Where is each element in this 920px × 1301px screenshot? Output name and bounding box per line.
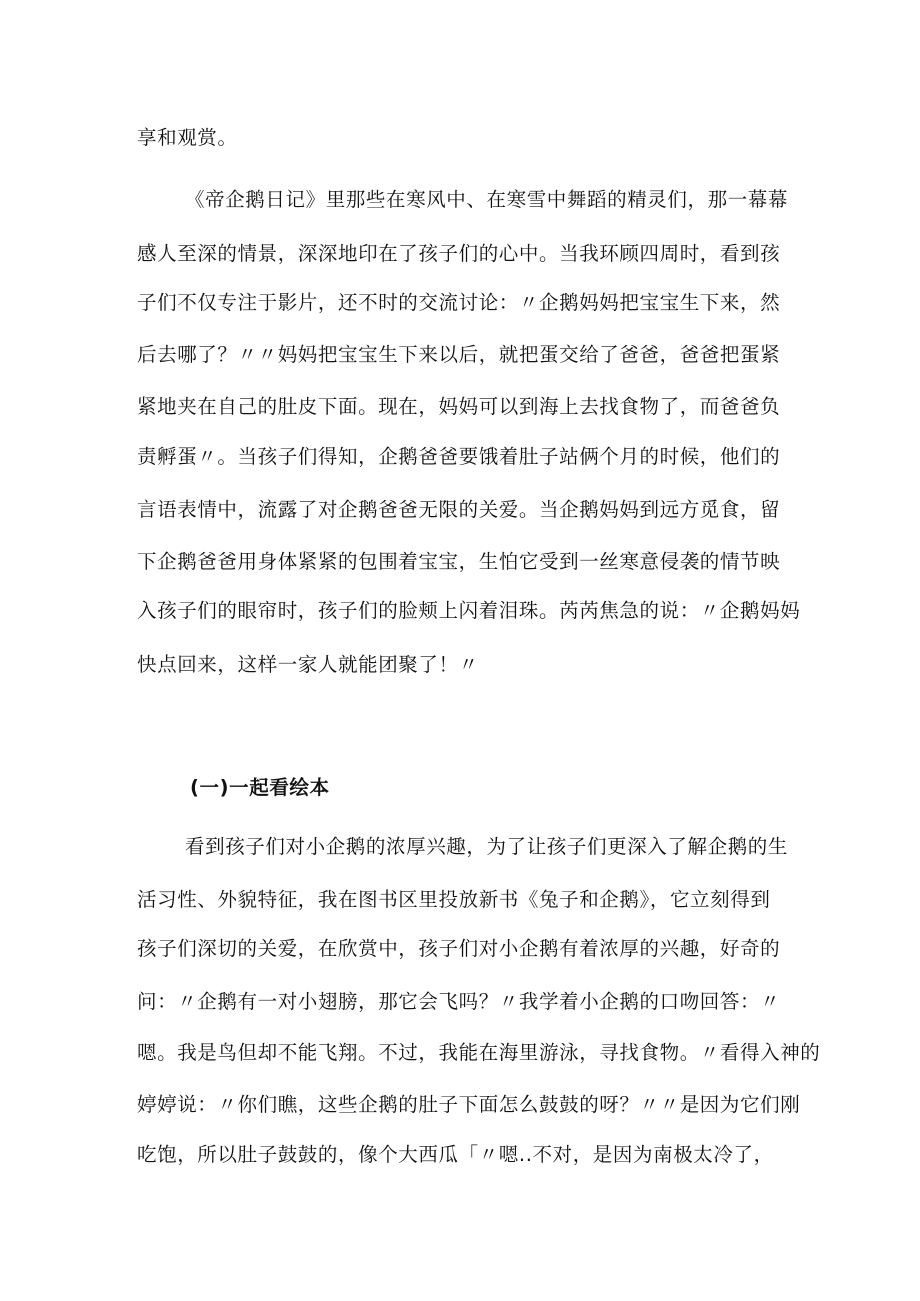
paragraph-3-line-2: 活习性、外貌特征，我在图书区里投放新书《兔子和企鹅》，它立刻得到 (137, 888, 771, 911)
paragraph-1-line-1: 享和观赏。 (137, 126, 238, 149)
paragraph-2-line-10: 快点回来，这样一家人就能团聚了！〃 (137, 653, 479, 676)
paragraph-2-line-9: 入孩子们的眼帘时，孩子们的脸颊上闪着泪珠。芮芮焦急的说：〃企鹅妈妈 (137, 599, 801, 622)
paragraph-2-line-1: 《帝企鹅日记》里那些在寒风中、在寒雪中舞蹈的精灵们，那一幕幕 (185, 188, 789, 211)
paragraph-3-line-6: 婷婷说：〃你们瞧，这些企鹅的肚子下面怎么鼓鼓的呀？〃〃是因为它们刚 (137, 1093, 801, 1116)
paragraph-3-line-1: 看到孩子们对小企鹅的浓厚兴趣，为了让孩子们更深入了解企鹅的生 (185, 835, 789, 858)
section-heading: (一)一起看绘本 (190, 776, 330, 799)
paragraph-3-line-4: 问：〃企鹅有一对小翅膀，那它会飞吗？〃我学着小企鹅的口吻回答：〃 (137, 990, 781, 1013)
paragraph-2-line-2: 感人至深的情景，深深地印在了孩子们的心中。当我环顾四周时，看到孩 (137, 242, 781, 265)
paragraph-2-line-8: 下企鹅爸爸用身体紧紧的包围着宝宝，生怕它受到一丝寒意侵袭的情节映 (137, 550, 781, 573)
paragraph-3-line-5: 嗯。我是鸟但却不能飞翔。不过，我能在海里游泳，寻找食物。〃看得入神的 (137, 1041, 821, 1064)
paragraph-3-line-3: 孩子们深切的关爱，在欣赏中，孩子们对小企鹅有着浓厚的兴趣，好奇的 (137, 937, 781, 960)
paragraph-2-line-3: 子们不仅专注于影片，还不时的交流讨论：〃企鹅妈妈把宝宝生下来，然 (137, 291, 781, 314)
paragraph-2-line-7: 言语表情中，流露了对企鹅爸爸无限的关爱。当企鹅妈妈到远方觅食，留 (137, 498, 781, 521)
paragraph-3-line-7: 吃饱，所以肚子鼓鼓的，像个大西瓜「〃嗯..不对，是因为南极太冷了， (137, 1143, 774, 1166)
paragraph-2-line-6: 责孵蛋〃。当孩子们得知，企鹅爸爸要饿着肚子站俩个月的时候，他们的 (137, 445, 781, 468)
paragraph-2-line-5: 紧地夹在自己的肚皮下面。现在，妈妈可以到海上去找食物了，而爸爸负 (137, 395, 781, 418)
paragraph-2-line-4: 后去哪了？〃〃妈妈把宝宝生下来以后，就把蛋交给了爸爸，爸爸把蛋紧 (137, 343, 781, 366)
